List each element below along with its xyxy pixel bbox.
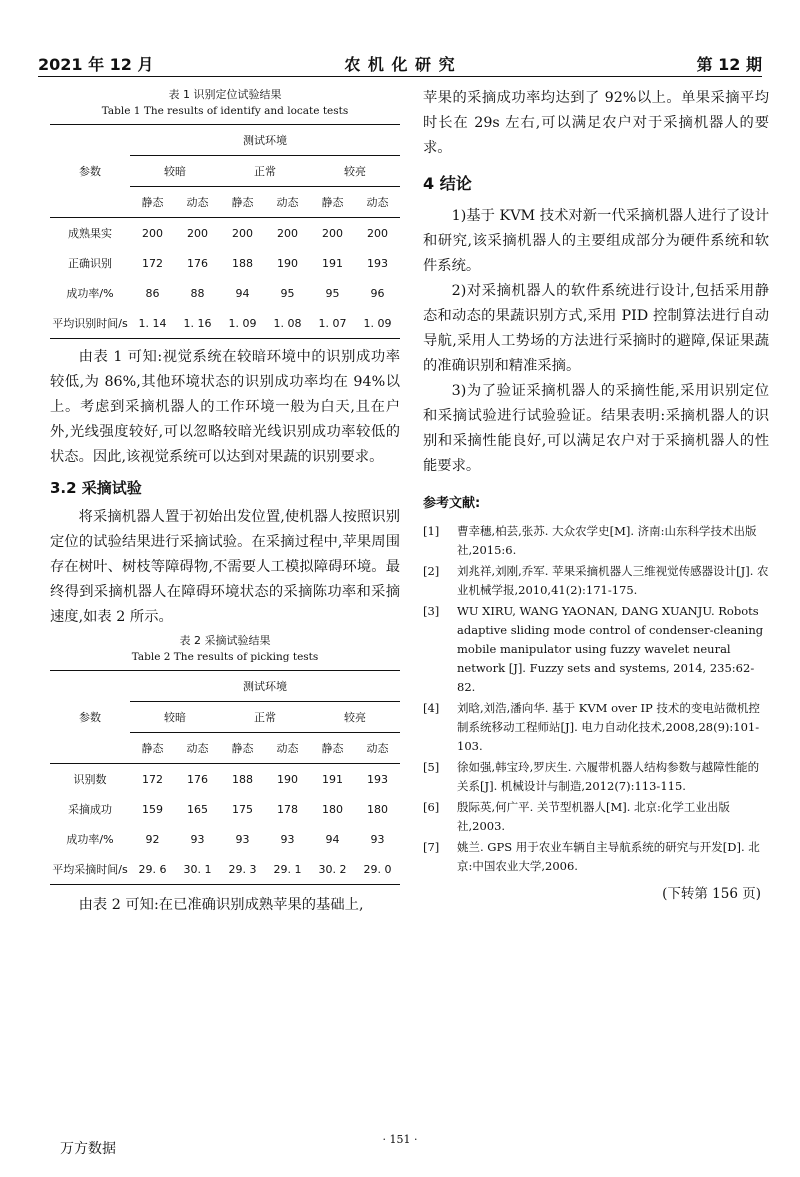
reference-number: [6] xyxy=(423,800,440,814)
row-label: 识别数 xyxy=(73,772,107,786)
cell: 1. 16 xyxy=(175,308,220,339)
table1-sub: 静态 xyxy=(130,187,175,218)
table1-sub: 动态 xyxy=(265,187,310,218)
table-row xyxy=(50,764,400,795)
row-label: 成功率/% xyxy=(66,832,114,846)
table2-env-header: 测试环境 xyxy=(130,671,400,702)
cell: 190 xyxy=(277,256,298,270)
cell: 93 xyxy=(280,832,295,846)
reference-text: 殷际英,何广平. 关节型机器人[M]. 北京:化学工业出版社,2003. xyxy=(457,800,730,833)
cell: 180 xyxy=(367,802,388,816)
table2-sub: 动态 xyxy=(265,733,310,764)
reference-text: 刘晗,刘浩,潘向华. 基于 KVM over IP 技术的变电站微机控制系统移动工程师站[J]. 电力自动化技术,2008,28(9):101-103. xyxy=(457,701,760,753)
cell: 200 xyxy=(277,226,298,240)
reference-number: [7] xyxy=(423,840,440,854)
cell: 86 xyxy=(145,286,160,300)
table2-sub: 动态 xyxy=(355,733,400,764)
cell: 94 xyxy=(325,832,340,846)
cell: 188 xyxy=(232,772,253,786)
reference-number: [1] xyxy=(423,524,440,538)
cell: 93 xyxy=(190,832,205,846)
row-label: 平均识别时间/s xyxy=(50,308,130,339)
cell: 193 xyxy=(367,256,388,270)
cell: 188 xyxy=(232,256,253,270)
conclusion-item: 1)基于 KVM 技术对新一代采摘机器人进行了设计和研究,该采摘机器人的主要组成部分为硬件系统和软件系统。 xyxy=(423,208,769,274)
cell: 95 xyxy=(325,286,340,300)
header-journal: 农 机 化 研 究 xyxy=(344,55,456,74)
reference-text: 刘兆祥,刘刚,乔军. 苹果采摘机器人三维视觉传感器设计[J]. 农业机械学报,2010,41(2):171-175. xyxy=(457,564,769,597)
section-heading: 4 结论 xyxy=(423,174,472,193)
reference-item xyxy=(423,699,769,756)
table-row xyxy=(50,218,400,249)
cell: 30. 2 xyxy=(310,854,355,885)
reference-number: [3] xyxy=(423,604,440,618)
cell: 175 xyxy=(232,802,253,816)
header-date: 2021 年 12 月 xyxy=(38,55,154,74)
cell: 159 xyxy=(142,802,163,816)
cell: 176 xyxy=(187,772,208,786)
cell: 200 xyxy=(142,226,163,240)
table1-sub: 动态 xyxy=(175,187,220,218)
cell: 29. 0 xyxy=(355,854,400,885)
table1-sub: 静态 xyxy=(310,187,355,218)
row-label: 平均采摘时间/s xyxy=(50,854,130,885)
table2-sub: 静态 xyxy=(220,733,265,764)
paragraph: 苹果的采摘成功率均达到了 92%以上。单果采摘平均时长在 29s 左右,可以满足农户对于采摘机器人的要求。 xyxy=(423,90,769,156)
table2-sub: 静态 xyxy=(130,733,175,764)
reference-item xyxy=(423,562,769,600)
reference-item xyxy=(423,798,769,836)
reference-item xyxy=(423,838,769,876)
table2-param-header: 参数 xyxy=(50,671,130,764)
table1-env-header: 测试环境 xyxy=(130,125,400,156)
cell: 200 xyxy=(187,226,208,240)
right-column xyxy=(423,86,769,907)
table-row xyxy=(50,854,400,885)
section-heading: 3.2 采摘试验 xyxy=(50,479,142,497)
cell: 1. 08 xyxy=(265,308,310,339)
cell: 178 xyxy=(277,802,298,816)
cell: 95 xyxy=(280,286,295,300)
cell: 200 xyxy=(367,226,388,240)
table1-group: 较暗 xyxy=(130,156,220,187)
table1-caption: 表 1 识别定位试验结果 xyxy=(168,88,282,101)
cell: 191 xyxy=(322,256,343,270)
table-row xyxy=(50,278,400,308)
reference-text: 姚兰. GPS 用于农业车辆自主导航系统的研究与开发[D]. 北京:中国农业大学,2006. xyxy=(457,840,760,873)
cell: 1. 14 xyxy=(130,308,175,339)
paragraph: 由表 1 可知:视觉系统在较暗环境中的识别成功率较低,为 86%,其他环境状态的识别成功率均在 94%以上。考虑到采摘机器人的工作环境一般为白天,且在户外,光线强度较好,可以忽略较暗光线识别成功率较低的状态。因此,该视觉系统可以达到对果蔬的识别要求。 xyxy=(50,349,400,465)
running-header xyxy=(38,50,762,77)
table-row xyxy=(50,248,400,278)
cell: 200 xyxy=(322,226,343,240)
table-row xyxy=(50,308,400,339)
table1-caption-en: Table 1 The results of identify and locate tests xyxy=(101,105,349,117)
watermark: 万方数据 xyxy=(60,1141,116,1157)
table1 xyxy=(50,124,400,339)
table-row xyxy=(50,794,400,824)
cell: 193 xyxy=(367,772,388,786)
references-heading: 参考文献: xyxy=(423,496,481,511)
paragraph: 将采摘机器人置于初始出发位置,使机器人按照识别定位的试验结果进行采摘试验。在采摘过程中,苹果周围存在树叶、树枝等障碍物,不需要人工模拟障碍环境。最终得到采摘机器人在障碍环境状态的采摘陈功率和采摘速度,如表 2 所示。 xyxy=(50,509,400,625)
cell: 92 xyxy=(145,832,160,846)
table2-caption: 表 2 采摘试验结果 xyxy=(179,634,271,647)
cell: 190 xyxy=(277,772,298,786)
cell: 172 xyxy=(142,256,163,270)
table1-group: 较亮 xyxy=(310,156,400,187)
cell: 180 xyxy=(322,802,343,816)
table1-group: 正常 xyxy=(220,156,310,187)
row-label: 正确识别 xyxy=(68,256,112,270)
reference-number: [5] xyxy=(423,760,440,774)
conclusion-item: 2)对采摘机器人的软件系统进行设计,包括采用静态和动态的果蔬识别方式,采用 PID 控制算法进行自动导航,采用人工势场的方法进行采摘时的避障,保证果蔬的准确识别和精准采摘。 xyxy=(423,283,769,374)
cell: 30. 1 xyxy=(175,854,220,885)
cell: 29. 6 xyxy=(130,854,175,885)
cell: 96 xyxy=(370,286,385,300)
left-column xyxy=(50,86,400,918)
cell: 176 xyxy=(187,256,208,270)
cell: 200 xyxy=(232,226,253,240)
table1-sub: 静态 xyxy=(220,187,265,218)
cell: 165 xyxy=(187,802,208,816)
reference-item xyxy=(423,602,769,697)
header-issue: 第 12 期 xyxy=(696,55,762,74)
conclusion-item: 3)为了验证采摘机器人的采摘性能,采用识别定位和采摘试验进行试验验证。结果表明:采摘机器人的识别和采摘性能良好,可以满足农户对于采摘机器人的性能要求。 xyxy=(423,383,769,474)
reference-item xyxy=(423,522,769,560)
cell: 94 xyxy=(235,286,250,300)
table1-param-header: 参数 xyxy=(50,125,130,218)
cell: 93 xyxy=(235,832,250,846)
cell: 1. 09 xyxy=(355,308,400,339)
row-label: 采摘成功 xyxy=(68,802,112,816)
cell: 29. 3 xyxy=(220,854,265,885)
page-number: · 151 · xyxy=(382,1133,418,1146)
reference-text: 徐如强,韩宝玲,罗庆生. 六履带机器人结构参数与越障性能的关系[J]. 机械设计与制造,2012(7):113-115. xyxy=(457,760,760,793)
table2-group: 较暗 xyxy=(130,702,220,733)
reference-text: WU XIRU, WANG YAONAN, DANG XUANJU. Robots adaptive sliding mode control of condenser-cleaning mobile manipulator using fuzzy wavelet neural network [J]. Fuzzy sets and systems, 2014, 235:62-82. xyxy=(457,604,764,694)
table2 xyxy=(50,670,400,885)
table2-sub: 静态 xyxy=(310,733,355,764)
table2-sub: 动态 xyxy=(175,733,220,764)
cell: 88 xyxy=(190,286,205,300)
continued-note: (下转第 156 页) xyxy=(662,886,761,902)
row-label: 成功率/% xyxy=(66,286,114,300)
cell: 172 xyxy=(142,772,163,786)
cell: 93 xyxy=(370,832,385,846)
cell: 29. 1 xyxy=(265,854,310,885)
reference-number: [2] xyxy=(423,564,440,578)
table2-group: 正常 xyxy=(220,702,310,733)
reference-text: 曹幸穗,柏芸,张苏. 大众农学史[M]. 济南:山东科学技术出版社,2015:6. xyxy=(457,524,757,557)
reference-item xyxy=(423,758,769,796)
table2-group: 较亮 xyxy=(310,702,400,733)
row-label: 成熟果实 xyxy=(68,226,112,240)
table2-caption-en: Table 2 The results of picking tests xyxy=(131,651,319,663)
table-row xyxy=(50,824,400,854)
reference-list xyxy=(423,522,769,876)
table1-sub: 动态 xyxy=(355,187,400,218)
cell: 1. 09 xyxy=(220,308,265,339)
reference-number: [4] xyxy=(423,701,440,715)
paragraph: 由表 2 可知:在已准确识别成熟苹果的基础上, xyxy=(78,897,364,913)
cell: 191 xyxy=(322,772,343,786)
cell: 1. 07 xyxy=(310,308,355,339)
